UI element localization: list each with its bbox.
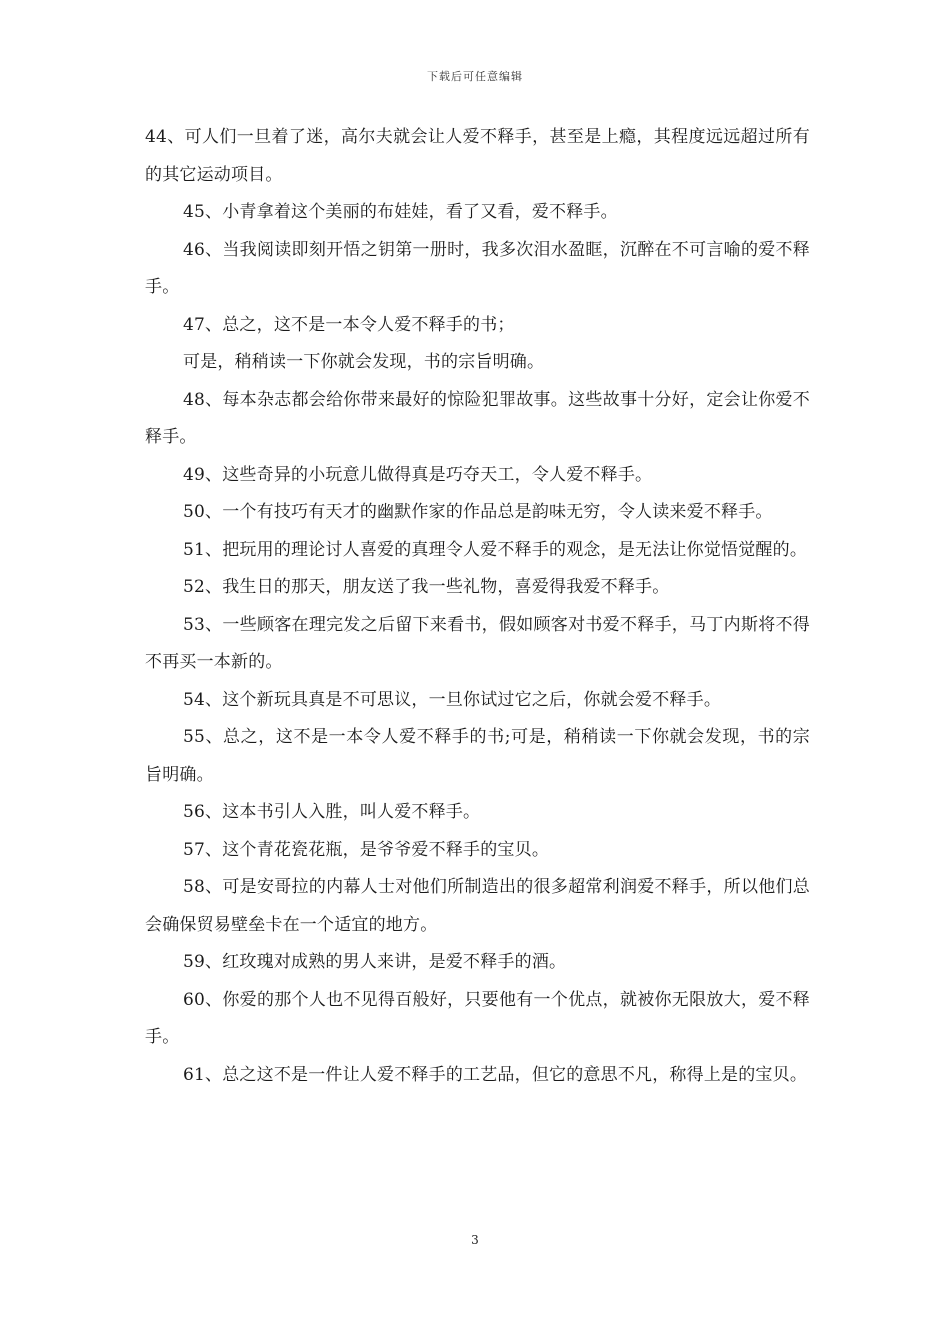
paragraph-60: 60、你爱的那个人也不见得百般好，只要他有一个优点，就被你无限放大，爱不释手。 bbox=[145, 989, 810, 1047]
paragraph-48: 48、每本杂志都会给你带来最好的惊险犯罪故事。这些故事十分好，定会让你爱不释手。 bbox=[145, 389, 810, 447]
paragraph-54: 54、这个新玩具真是不可思议，一旦你试过它之后，你就会爱不释手。 bbox=[183, 689, 722, 710]
paragraph-50: 50、一个有技巧有天才的幽默作家的作品总是韵味无穷，令人读来爱不释手。 bbox=[183, 502, 773, 522]
paragraph-52: 52、我生日的那天，朋友送了我一些礼物，喜爱得我爱不释手。 bbox=[183, 577, 670, 597]
paragraph-58: 58、可是安哥拉的内幕人士对他们所制造出的很多超常利润爱不释手，所以他们总会确保贸易壁垒卡在一个适宜的地方。 bbox=[145, 877, 810, 935]
paragraph-44: 44、可人们一旦着了迷，高尔夫就会让人爱不释手，甚至是上瘾，其程度远远超过所有的其它运动项目。 bbox=[145, 127, 810, 185]
paragraph-45: 45、小青拿着这个美丽的布娃娃，看了又看，爱不释手。 bbox=[183, 202, 618, 222]
document-body bbox=[145, 119, 810, 1094]
paragraph-51: 51、把玩用的理论讨人喜爱的真理令人爱不释手的观念，是无法让你觉悟觉醒的。 bbox=[183, 539, 808, 560]
paragraph-56: 56、这本书引人入胜，叫人爱不释手。 bbox=[183, 802, 481, 822]
page-number: 3 bbox=[471, 1233, 479, 1247]
paragraph-57: 57、这个青花瓷花瓶，是爷爷爱不释手的宝贝。 bbox=[183, 839, 550, 860]
paragraph-61: 61、总之这不是一件让人爱不释手的工艺品，但它的意思不凡，称得上是的宝贝。 bbox=[183, 1064, 808, 1085]
page-header-note: 下载后可任意编辑 bbox=[427, 70, 523, 83]
paragraph-59: 59、红玫瑰对成熟的男人来讲，是爱不释手的酒。 bbox=[183, 952, 567, 972]
paragraph-46: 46、当我阅读即刻开悟之钥第一册时，我多次泪水盈眶，沉醉在不可言喻的爱不释手。 bbox=[145, 239, 810, 297]
paragraph-47-continued: 可是，稍稍读一下你就会发现，书的宗旨明确。 bbox=[183, 352, 545, 372]
paragraph-53: 53、一些顾客在理完发之后留下来看书，假如顾客对书爱不释手，马丁内斯将不得不再买一本新的。 bbox=[145, 614, 810, 672]
paragraph-47: 47、总之，这不是一本令人爱不释手的书； bbox=[183, 314, 515, 335]
paragraph-55: 55、总之，这不是一本令人爱不释手的书;可是，稍稍读一下你就会发现，书的宗旨明确。 bbox=[145, 727, 810, 785]
paragraph-49: 49、这些奇异的小玩意儿做得真是巧夺天工，令人爱不释手。 bbox=[183, 464, 653, 485]
